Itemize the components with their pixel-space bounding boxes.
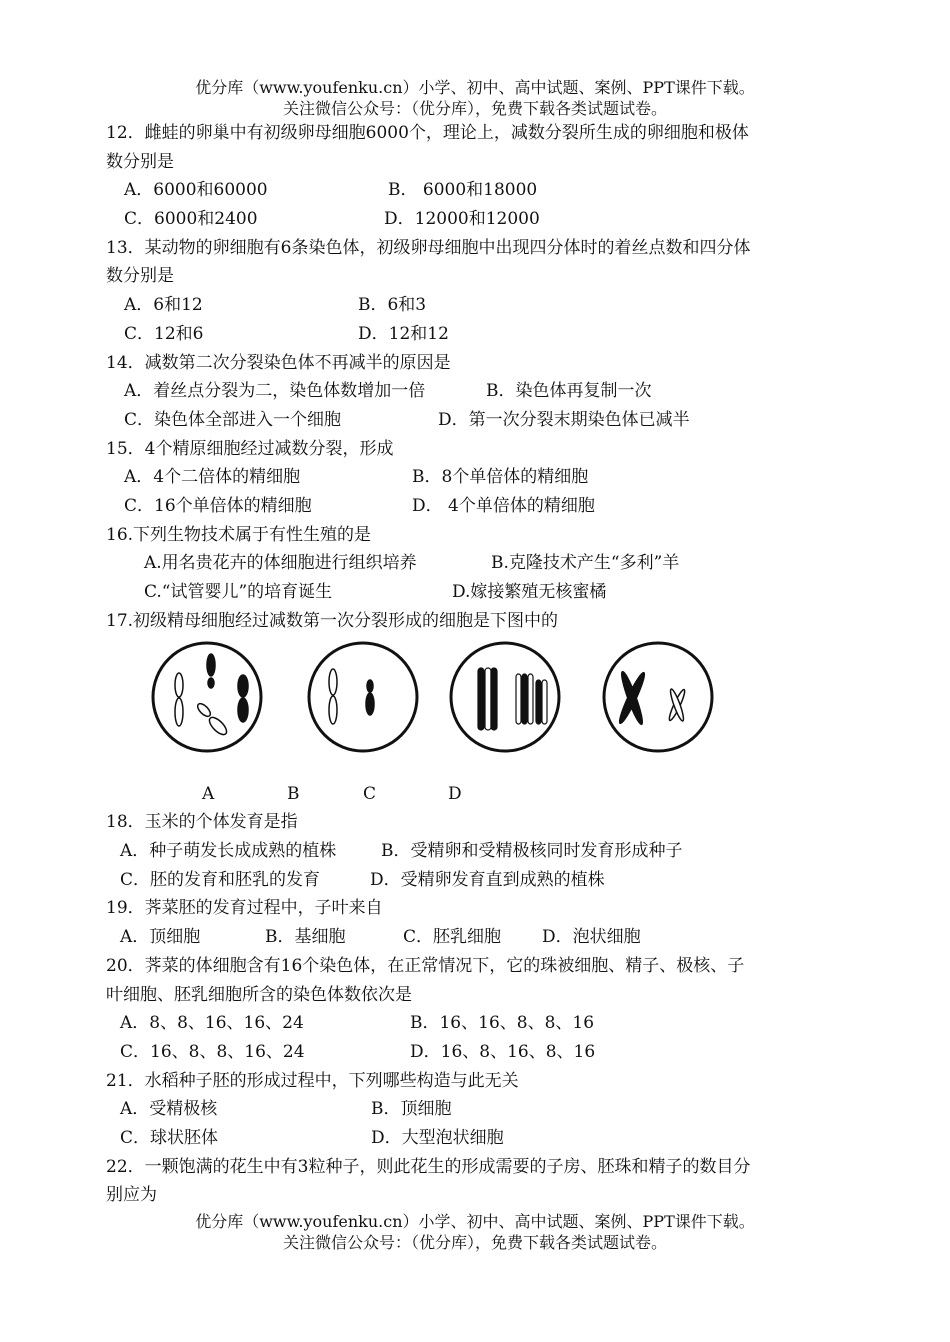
figure-label-d: D [448,784,462,804]
q12-option-b: B． 6000和18000 [388,180,538,200]
q12-option-d: D．12000和12000 [384,209,540,229]
q20-option-a: A．8、8、16、16、24 [120,1013,304,1033]
q16-stem: 16.下列生物技术属于有性生殖的是 [106,525,372,545]
q12-option-c: C．6000和2400 [124,209,258,229]
q21-option-c: C．球状胚体 [120,1128,219,1148]
q14-option-a: A．着丝点分裂为二，染色体数增加一倍 [124,381,426,401]
cell-d-membrane [604,643,712,751]
q12-option-a: A．6000和60000 [124,180,268,200]
figure-label-c: C [363,784,377,804]
cell-b-membrane [309,643,417,751]
q21-option-d: D．大型泡状细胞 [371,1128,504,1148]
q20-option-d: D．16、8、16、8、16 [410,1042,596,1062]
header-line-1: 优分库（www.youfenku.cn）小学、初中、高中试题、案例、PPT课件下载。 [195,78,755,97]
q22-stem-line-1: 22．一颗饱满的花生中有3粒种子，则此花生的形成需要的子房、胚珠和精子的数目分 [106,1157,751,1177]
q15-option-c: C．16个单倍体的精细胞 [124,496,312,516]
q16-option-a: A.用名贵花卉的体细胞进行组织培养 [144,553,417,573]
q13-stem-line-2: 数分别是 [106,266,174,286]
q12-stem-line-2: 数分别是 [106,152,174,172]
q18-option-b: B．受精卵和受精极核同时发育形成种子 [381,841,683,861]
q20-option-c: C．16、8、8、16、24 [120,1042,305,1062]
q22-stem-line-2: 别应为 [106,1185,157,1205]
figure-label-a: A [202,784,215,804]
q14-option-b: B．染色体再复制一次 [486,381,652,401]
q16-option-c: C.“试管婴儿”的培育诞生 [144,582,333,602]
q15-stem: 15．4个精原细胞经过减数分裂，形成 [106,439,394,459]
q18-stem: 18．玉米的个体发育是指 [106,812,298,832]
q19-option-b: B．基细胞 [265,927,346,947]
q19-option-d: D．泡状细胞 [542,927,641,947]
q13-stem-line-1: 13．某动物的卵细胞有6条染色体，初级卵母细胞中出现四分体时的着丝点数和四分体 [106,238,751,258]
q13-option-a: A．6和12 [124,295,203,315]
cell-d-chromosomes [617,670,687,725]
q21-option-b: B．顶细胞 [371,1099,452,1119]
q12-stem-line-1: 12．雌蛙的卵巢中有初级卵母细胞6000个，理论上，减数分裂所生成的卵细胞和极体 [106,123,749,143]
q19-option-a: A．顶细胞 [120,927,201,947]
cell-b-chromosomes [329,669,374,724]
q16-option-d: D.嫁接繁殖无核蜜橘 [452,582,607,602]
q13-option-d: D．12和12 [358,324,449,344]
q13-option-b: B．6和3 [358,295,427,315]
q13-option-c: C．12和6 [124,324,204,344]
q15-option-a: A．4个二倍体的精细胞 [124,467,301,487]
q21-stem: 21．水稻种子胚的形成过程中，下列哪些构造与此无关 [106,1071,519,1091]
chromosome-figure [150,640,730,758]
footer-line-1: 优分库（www.youfenku.cn）小学、初中、高中试题、案例、PPT课件下载。 [195,1212,755,1231]
cell-c-chromosomes [478,668,547,730]
q21-option-a: A．受精极核 [120,1099,218,1119]
q14-option-d: D．第一次分裂末期染色体已减半 [438,410,690,430]
cell-a-chromosomes [175,654,248,737]
q14-option-c: C．染色体全部进入一个细胞 [124,410,342,430]
q18-option-c: C．胚的发育和胚乳的发育 [120,870,321,890]
q16-option-b: B.克隆技术产生“多利”羊 [491,553,680,573]
footer-line-2: 关注微信公众号：（优分库），免费下载各类试题试卷。 [282,1233,667,1252]
header-line-2: 关注微信公众号：（优分库），免费下载各类试题试卷。 [282,99,667,118]
q15-option-d: D． 4个单倍体的精细胞 [412,496,595,516]
q15-option-b: B．8个单倍体的精细胞 [412,467,589,487]
q20-option-b: B．16、16、8、8、16 [410,1013,595,1033]
q17-stem: 17.初级精母细胞经过减数第一次分裂形成的细胞是下图中的 [106,611,559,631]
q14-stem: 14．减数第二次分裂染色体不再减半的原因是 [106,353,451,373]
q20-stem-line-2: 叶细胞、胚乳细胞所含的染色体数依次是 [106,985,412,1005]
q18-option-d: D．受精卵发育直到成熟的植株 [370,870,605,890]
q19-stem: 19．荠菜胚的发育过程中，子叶来自 [106,898,383,918]
q19-option-c: C．胚乳细胞 [403,927,502,947]
figure-label-b: B [287,784,300,804]
q20-stem-line-1: 20．荠菜的体细胞含有16个染色体，在正常情况下，它的珠被细胞、精子、极核、子 [106,956,745,976]
q18-option-a: A．种子萌发长成成熟的植株 [120,841,337,861]
